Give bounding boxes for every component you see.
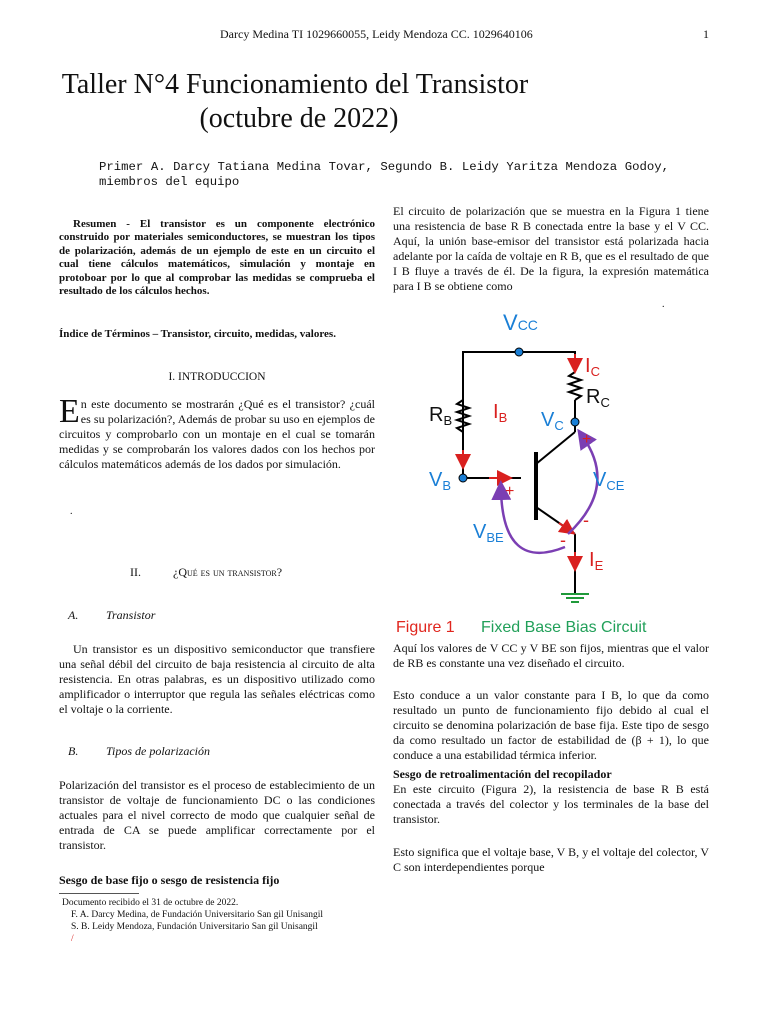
figure-caption-number: Figure 1 xyxy=(396,619,455,636)
vc-node xyxy=(571,418,579,426)
section-heading-transistor: ¿Qué es un transistor? xyxy=(173,565,283,579)
emitter-arrow xyxy=(559,523,569,530)
fixed-bias-paragraph: Esto conduce a un valor constante para I B, lo que da como resultado un punto de funcionamiento fijo debido al cual el circuito se denomina polarización de base fija. Este tipo de sesgo da como resultado un factor de estabilidad de (β + 1), lo que conduce a una estabilidad térmica inferior. xyxy=(393,688,709,762)
ground-symbol xyxy=(561,584,589,602)
vcc-node xyxy=(515,348,523,356)
interdependence-paragraph: Esto significa que el voltaje base, V B, y el voltaje del colector, V C son interdependientes porque xyxy=(393,845,709,874)
vcc-label: VCC xyxy=(503,310,538,335)
figure-caption-text: Fixed Base Bias Circuit xyxy=(481,619,647,636)
resistor-rc xyxy=(569,372,581,400)
ib-label: $I_B$ xyxy=(493,401,508,425)
vb-label: $V_B$ xyxy=(429,469,452,493)
author-list: Primer A. Darcy Tatiana Medina Tovar, Segundo B. Leidy Yaritza Mendoza Godoy, miembros del equipo xyxy=(99,160,669,189)
paper-title xyxy=(0,68,590,136)
title-line-2: (octubre de 2022) xyxy=(199,103,399,134)
vb-node xyxy=(459,474,467,482)
subsection-letter-a: A. xyxy=(68,608,79,622)
section-heading-intro: I. INTRODUCCION xyxy=(168,371,266,383)
fixed-bias-heading: Sesgo de base fijo o sesgo de resistencia fijo xyxy=(59,873,280,887)
vbe-label: $V_{BE}$ xyxy=(473,521,504,545)
vce-label: $V_{CE}$ xyxy=(593,469,625,493)
section-number-2: II. xyxy=(130,565,141,579)
index-terms: Índice de Términos – Transistor, circuito, medidas, valores. xyxy=(59,328,336,340)
polarization-paragraph: Polarización del transistor es el proceso de establecimiento de un transistor de voltaje de funcionamiento DC o las condiciones actuales para el nivel correcto de modo que cualquier señal de entrada de CA se puede amplificar correctamente por el transistor. xyxy=(59,778,375,852)
fixed-base-bias-circuit-figure xyxy=(393,302,709,642)
collector-plus: + xyxy=(582,431,592,448)
intro-paragraph xyxy=(59,393,375,472)
base-emitter-minus: - xyxy=(560,530,566,550)
subsection-title-polarization: Tipos de polarización xyxy=(106,744,211,758)
transistor-paragraph: Un transistor es un dispositivo semiconductor que transfiere una señal débil del circuito de baja resistencia al circuito de alta resistencia. En otras palabras, es un dispositivo utilizado como amplificador o interruptor que regula las señales eléctricas como el voltaje o la corriente. xyxy=(59,642,375,716)
fixed-values-paragraph: Aquí los valores de V CC y V BE son fijos, mientras que el valor de RB es constante una vez diseñado el circuito. xyxy=(393,641,709,670)
feedback-bias-heading: Sesgo de retroalimentación del recopilador xyxy=(393,767,612,781)
rb-label: $R_B$ xyxy=(429,404,453,428)
footnote-mark: / xyxy=(71,934,74,944)
base-plus: + xyxy=(505,483,515,500)
footnote-author-a: F. A. Darcy Medina, de Fundación Universitario San gil Unisangil xyxy=(71,910,324,920)
abstract: Resumen - El transistor es un componente electrónico construido por materiales semiconductores, se muestran los tipos de polarización, además de un ejemplo de este en un circuito el cual tiene cálculos matemáticos, simulación y montaje en protoboar por lo que al comprobar las medidas se comprueba el resultado de los cálculos hechos. xyxy=(59,218,375,298)
footnote-received: Documento recibido el 31 de octubre de 2022. xyxy=(62,898,239,908)
running-header: Darcy Medina TI 1029660055, Leidy Mendoza CC. 1029640106 xyxy=(220,27,533,41)
feedback-paragraph: En este circuito (Figura 2), la resistencia de base R B está conectada a través del colector y los terminales de la base del transistor. xyxy=(393,782,709,826)
subsection-letter-b: B. xyxy=(68,744,79,758)
ic-label: $I_C$ xyxy=(585,355,600,379)
vc-label: $V_C$ xyxy=(541,409,564,433)
footnote-author-b: S. B. Leidy Mendoza, Fundación Universitario San gil Unisangil xyxy=(71,922,318,932)
rc-label: $R_C$ xyxy=(586,386,610,410)
title-line-1: Taller N°4 Funcionamiento del Transistor xyxy=(61,69,529,100)
footnote-rule xyxy=(59,893,139,894)
intro-dot: . xyxy=(70,506,73,517)
subsection-title-transistor: Transistor xyxy=(106,608,156,622)
page-number: 1 xyxy=(703,27,709,41)
right-dot: . xyxy=(662,299,665,310)
intro-text: n este documento se mostrarán ¿Qué es el transistor? ¿cuál es su polarización?, Además de probar su uso en ejemplos de circuitos y comprobarlo con un montaje en el cual se tomarán medidas y se comprobarán los valores dados con los hechos por cálculos matemáticos además de los dados por simulación. xyxy=(59,397,375,471)
emitter-minus: - xyxy=(583,510,589,530)
bias-circuit-paragraph: El circuito de polarización que se muestra en la Figura 1 tiene una resistencia de base R B conectada entre la base y el V CC. Aquí, la unión base-emisor del transistor está polarizada hacia adelante por la caída de voltaje en R B, que es el resultado de que I B fluye a través de él. De la figura, la expresión matemática para I B se obtiene como xyxy=(393,204,709,293)
drop-cap: E xyxy=(59,393,80,430)
ie-label: $I_E$ xyxy=(589,549,604,573)
